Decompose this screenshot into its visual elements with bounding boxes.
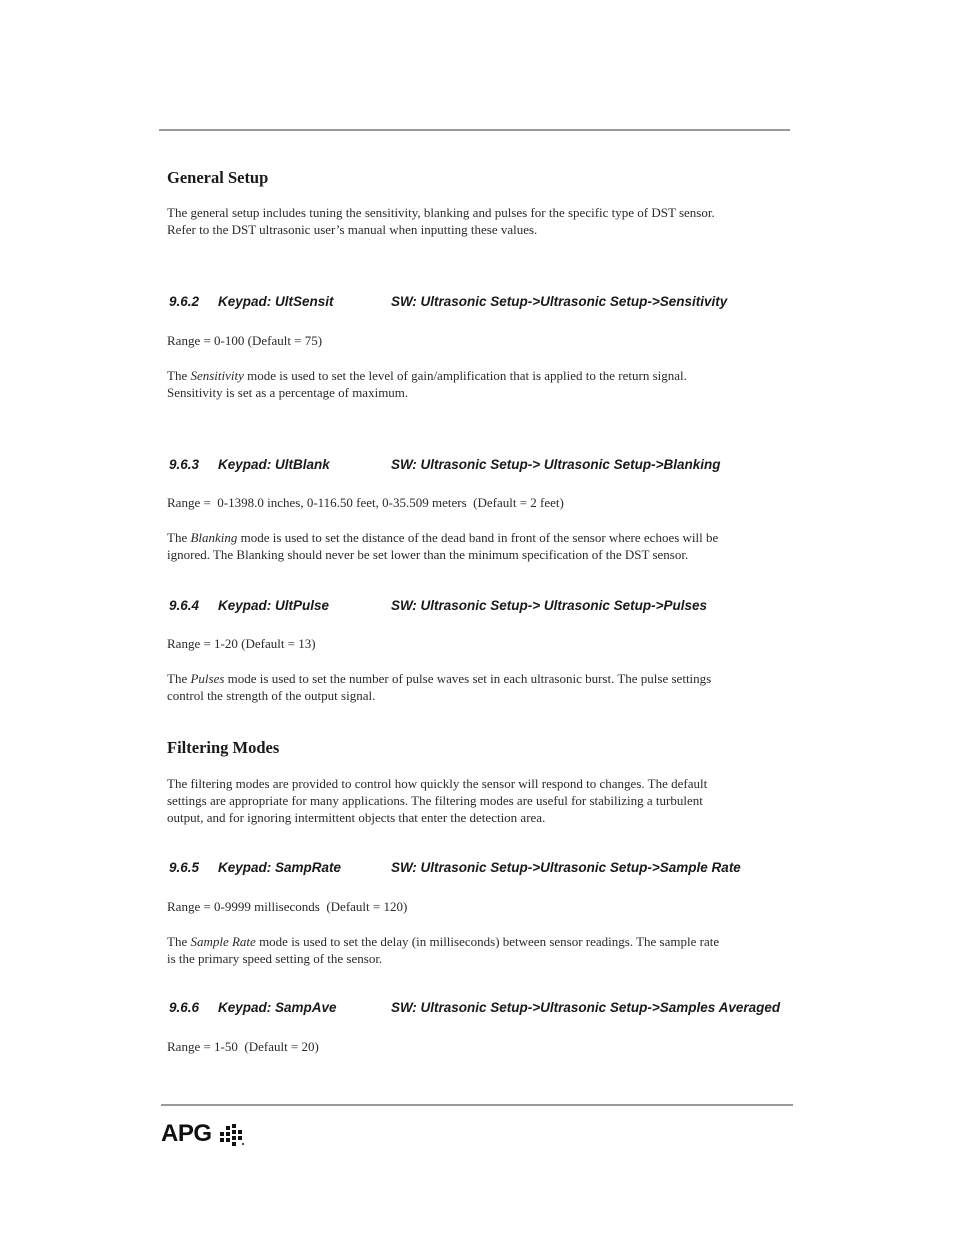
text-fragment: mode is used to set the level of gain/amplification that is applied to the return signal. <box>243 368 687 383</box>
heading-general-setup: General Setup <box>167 168 269 187</box>
sensitivity-paragraph <box>167 367 767 401</box>
samples-averaged-range: Range = 1-50 (Default = 20) <box>167 1039 319 1054</box>
keypad-label: Keypad: UltBlank <box>218 457 330 472</box>
software-path: SW: Ultrasonic Setup->Ultrasonic Setup->Sensitivity <box>391 294 728 309</box>
text-fragment: The <box>167 671 191 686</box>
pulses-line-2: control the strength of the output signal. <box>167 688 376 703</box>
text-fragment: mode is used to set the distance of the dead band in front of the sensor where echoes will be <box>237 530 719 545</box>
section-number: 9.6.6 <box>169 1000 200 1015</box>
filtering-paragraph <box>167 775 767 826</box>
text-fragment: The <box>167 368 191 383</box>
filtering-line-3: output, and for ignoring intermittent objects that enter the detection area. <box>167 810 546 825</box>
apg-dot-grid-icon <box>220 1124 244 1146</box>
logo-wordmark: APG <box>161 1120 212 1147</box>
blanking-paragraph <box>167 529 767 563</box>
keypad-label: Keypad: SampAve <box>218 1000 337 1015</box>
section-9-6-3-header <box>169 457 809 475</box>
filtering-line-2: settings are appropriate for many applications. The filtering modes are useful for stabilizing a turbulent <box>167 793 703 808</box>
software-path: SW: Ultrasonic Setup->Ultrasonic Setup->Samples Averaged <box>391 1000 781 1015</box>
sample-rate-line-2: is the primary speed setting of the sensor. <box>167 951 383 966</box>
text-fragment: mode is used to set the number of pulse waves set in each ultrasonic burst. The pulse settings <box>224 671 712 686</box>
blanking-line-1 <box>167 529 767 546</box>
term-blanking: Blanking <box>190 530 238 545</box>
section-number: 9.6.2 <box>169 294 200 309</box>
general-setup-paragraph <box>167 204 767 238</box>
section-number: 9.6.5 <box>169 860 200 875</box>
sensitivity-line-1 <box>167 367 767 384</box>
pulses-range: Range = 1-20 (Default = 13) <box>167 636 316 651</box>
keypad-label: Keypad: SampRate <box>218 860 342 875</box>
pulses-line-1 <box>167 670 767 687</box>
term-sample-rate: Sample Rate <box>190 934 256 949</box>
software-path: SW: Ultrasonic Setup->Ultrasonic Setup->Sample Rate <box>391 860 741 875</box>
section-9-6-5-header <box>169 860 809 878</box>
general-setup-line-1: The general setup includes tuning the sensitivity, blanking and pulses for the specific type of DST sensor. <box>167 205 715 220</box>
blanking-range: Range = 0-1398.0 inches, 0-116.50 feet, 0-35.509 meters (Default = 2 feet) <box>167 495 564 510</box>
term-sensitivity: Sensitivity <box>190 368 244 383</box>
keypad-label: Keypad: UltPulse <box>218 598 330 613</box>
filtering-line-1: The filtering modes are provided to control how quickly the sensor will respond to changes. The default <box>167 776 708 791</box>
software-path: SW: Ultrasonic Setup-> Ultrasonic Setup->Pulses <box>391 598 708 613</box>
sample-rate-line-1 <box>167 933 767 950</box>
section-number: 9.6.4 <box>169 598 200 613</box>
software-path: SW: Ultrasonic Setup-> Ultrasonic Setup->Blanking <box>391 457 721 472</box>
sensitivity-range: Range = 0-100 (Default = 75) <box>167 333 323 348</box>
section-9-6-4-header <box>169 598 809 616</box>
sample-rate-paragraph <box>167 933 767 967</box>
pulses-paragraph <box>167 670 767 704</box>
heading-filtering-modes: Filtering Modes <box>167 738 280 757</box>
general-setup-line-2: Refer to the DST ultrasonic user’s manual when inputting these values. <box>167 222 538 237</box>
blanking-line-2: ignored. The Blanking should never be set lower than the minimum specification of the DST sensor. <box>167 547 689 562</box>
sensitivity-line-2: Sensitivity is set as a percentage of maximum. <box>167 385 409 400</box>
sample-rate-range: Range = 0-9999 milliseconds (Default = 120) <box>167 899 408 914</box>
text-fragment: The <box>167 934 191 949</box>
text-fragment: The <box>167 530 191 545</box>
section-number: 9.6.3 <box>169 457 200 472</box>
footer-rule <box>161 1104 793 1106</box>
keypad-label: Keypad: UltSensit <box>218 294 334 309</box>
section-9-6-6-header <box>169 1000 809 1018</box>
section-9-6-2-header <box>169 294 809 312</box>
term-pulses: Pulses <box>190 671 225 686</box>
header-rule <box>159 129 790 131</box>
text-fragment: mode is used to set the delay (in milliseconds) between sensor readings. The sample rate <box>255 934 720 949</box>
